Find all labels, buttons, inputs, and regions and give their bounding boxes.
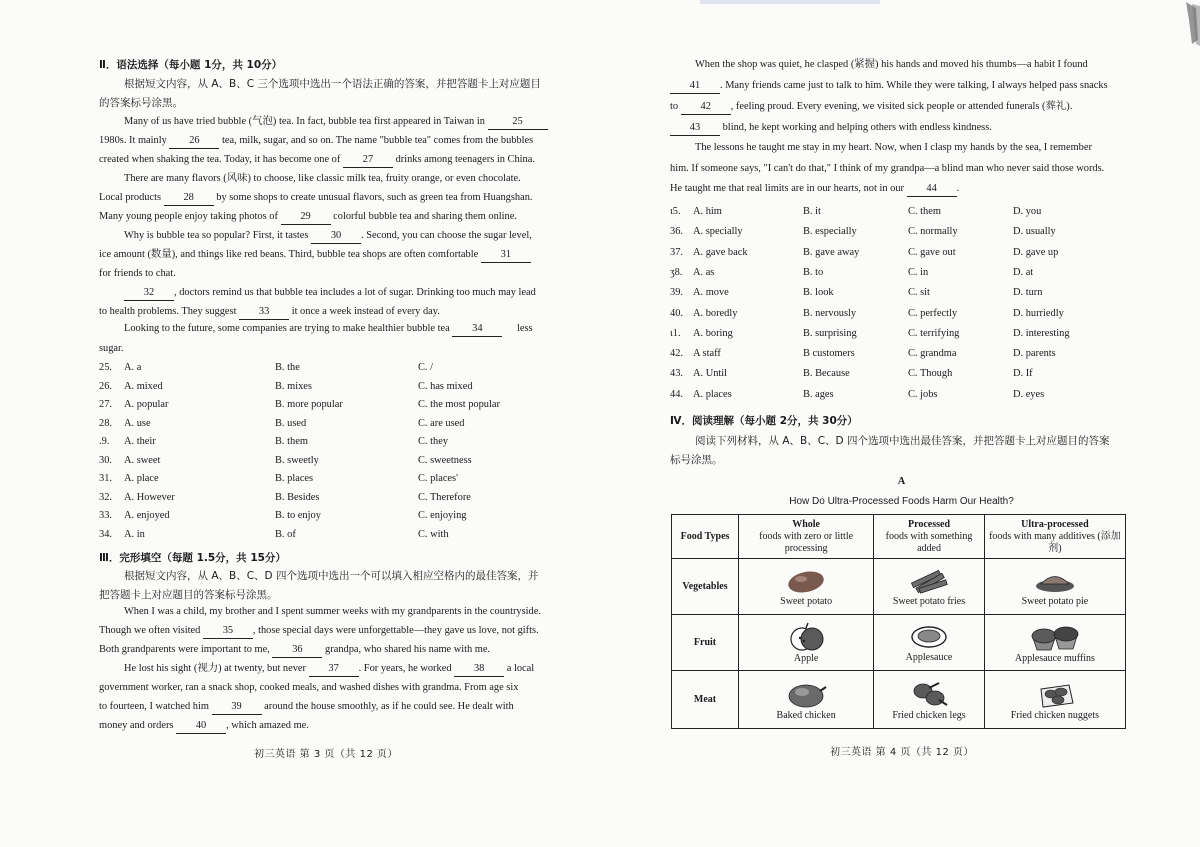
option-row — [99, 471, 562, 486]
option-choice: D. usually — [1013, 226, 1056, 238]
passage-line: to 42 , feeling proud. Every evening, we visited sick people or attended funerals (葬礼). — [670, 100, 1133, 115]
blank-35: 35 — [203, 624, 253, 639]
question-number: ʒ8. — [670, 266, 683, 278]
option-row — [670, 285, 1133, 300]
option-choice: B. gave away — [803, 246, 860, 258]
option-choice: B. used — [275, 417, 307, 429]
option-choice: A. him — [693, 206, 722, 217]
option-choice: A. sweet — [124, 454, 161, 466]
blank-41: 41 — [670, 79, 720, 94]
option-choice: C. Therefore — [418, 491, 471, 503]
question-number: 34. — [99, 528, 112, 540]
table-cell: Baked chicken — [739, 671, 874, 729]
option-choice: D. If — [1013, 368, 1033, 380]
table-cell: Apple — [739, 615, 874, 671]
option-choice: C. places' — [418, 473, 458, 484]
question-number: 25. — [99, 362, 112, 373]
option-choice: B. sweetly — [275, 454, 319, 466]
option-row — [99, 453, 562, 468]
option-choice: C. grandma — [908, 348, 957, 360]
option-choice: A. their — [124, 436, 156, 447]
passage-line: When I was a child, my brother and I spent summer weeks with my grandparents in the countryside. — [124, 606, 541, 617]
blank-39: 39 — [212, 700, 262, 715]
sweet-potato-icon — [782, 567, 830, 595]
option-row — [99, 490, 562, 505]
option-choice: A. boring — [693, 327, 733, 339]
passage-line: Many of us have tried bubble (气泡) tea. In fact, bubble tea first appeared in Taiwan in 25 — [99, 115, 562, 130]
option-choice: C. sit — [908, 287, 930, 299]
option-choice: C. normally — [908, 226, 958, 238]
passage-line: Why is bubble tea so popular? First, it tastes 30 . Second, you can choose the sugar level, — [99, 229, 562, 244]
option-choice: C. terrifying — [908, 327, 960, 339]
question-number: 42. — [670, 348, 683, 360]
blank-36: 36 — [272, 643, 322, 658]
option-choice: C. in — [908, 266, 929, 278]
option-row — [670, 224, 1133, 239]
option-row — [99, 379, 562, 394]
option-choice: B customers — [803, 348, 855, 360]
table-cell: Sweet potato fries — [874, 559, 985, 615]
option-row — [99, 397, 562, 412]
option-choice: C. enjoying — [418, 510, 467, 521]
option-choice: B. mixes — [275, 380, 312, 392]
option-row — [670, 346, 1133, 361]
option-choice: A. place — [124, 473, 159, 484]
option-row — [670, 245, 1133, 260]
option-choice: D. interesting — [1013, 327, 1070, 339]
table-corner: Food Types — [672, 515, 739, 559]
option-choice: C. gave out — [908, 246, 956, 258]
section-4-instruction: 阅读下列材料，从 A、B、C、D 四个选项中选出最佳答案，并把答题卡上对应题目的答案 — [695, 435, 1110, 447]
option-choice: D. you — [1013, 206, 1042, 217]
option-choice: C. the most popular — [418, 399, 500, 410]
option-choice: B. look — [803, 287, 834, 299]
blank-32: 32 — [124, 286, 174, 301]
blank-29: 29 — [281, 210, 331, 225]
option-choice: C. / — [418, 362, 434, 373]
question-number: 33. — [99, 510, 112, 521]
option-choice: A. use — [124, 417, 151, 429]
table-cell: Applesauce muffins — [984, 615, 1125, 671]
row-label-vegetables: Vegetables — [672, 559, 739, 615]
option-choice: A. popular — [124, 399, 169, 410]
passage-line: The lessons he taught me stay in my heart. Now, when I clasp my hands by the sea, I remember — [695, 142, 1092, 153]
option-choice: C. them — [908, 206, 941, 217]
option-choice: D. hurriedly — [1013, 307, 1064, 319]
option-choice: B. Besides — [275, 491, 320, 503]
passage-label: A — [897, 476, 906, 487]
passage-line: He lost his sight (视力) at twenty, but never 37 . For years, he worked 38 a local — [99, 662, 562, 677]
option-row — [99, 508, 562, 523]
option-choice: B. to — [803, 266, 824, 278]
option-choice: C. perfectly — [908, 307, 958, 319]
option-row — [670, 306, 1133, 321]
option-row — [670, 204, 1133, 219]
option-choice: A. in — [124, 528, 145, 540]
option-choice: C. they — [418, 436, 449, 447]
passage-line: Local products 28 by some shops to create unusual flavors, such as green tea from Huangshan. — [99, 191, 562, 206]
table-cell: Sweet potato — [739, 559, 874, 615]
table-cell: Applesauce — [874, 615, 985, 671]
option-choice: A. gave back — [693, 246, 748, 258]
blank-25: 25 — [488, 115, 548, 130]
option-row — [99, 527, 562, 542]
section-2-title: Ⅱ．语法选择（每小题 1分，共 10分） — [99, 59, 283, 71]
question-number: .9. — [99, 436, 110, 447]
passage-line: created when shaking the tea. Today, it has become one of 27 drinks among teenagers in China. — [99, 153, 562, 168]
passage-line: 41 . Many friends came just to talk to him. While they were talking, I always helped pass snacks — [670, 79, 1133, 94]
option-choice: A. However — [124, 491, 175, 503]
row-label-fruit: Fruit — [672, 615, 739, 671]
option-choice: B. more popular — [275, 399, 343, 410]
col-header-ultra-processed: Ultra-processed foods with many additives (添加剂) — [984, 515, 1125, 559]
passage-line: Both grandparents were important to me, 36 grandpa, who shared his name with me. — [99, 643, 562, 658]
fries-icon — [905, 567, 953, 595]
blank-42: 42 — [681, 100, 731, 115]
option-choice: D. eyes — [1013, 388, 1045, 400]
passage-line: ice amount (数量), and things like red beans. Third, bubble tea shops are often comfortable 31 — [99, 248, 562, 263]
table-title: How Do Ultra-Processed Foods Harm Our Health? — [789, 496, 1014, 507]
passage-line: government worker, ran a snack shop, cooked meals, and washed dishes with grandma. From age six — [99, 682, 519, 693]
page-footer: 初三英语 第 3 页（共 12 页） — [254, 749, 398, 760]
question-number: 30. — [99, 454, 112, 466]
passage-line: sugar. — [99, 343, 124, 354]
passage-line: him. If someone says, "I can't do that," I think of my grandpa—a blind man who never said those words. — [670, 163, 1105, 174]
option-choice: B. of — [275, 528, 296, 540]
option-choice: A. specially — [693, 226, 743, 238]
scan-edge — [700, 0, 880, 4]
blank-26: 26 — [169, 134, 219, 149]
section-2-instruction-cont: 的答案标号涂黑。 — [99, 97, 183, 109]
blank-28: 28 — [164, 191, 214, 206]
passage-line: 1980s. It mainly 26 tea, milk, sugar, and so on. The name "bubble tea" comes from the bubbles — [99, 134, 562, 149]
option-choice: C. are used — [418, 417, 465, 429]
option-choice: A. move — [693, 287, 729, 299]
option-choice: A. mixed — [124, 380, 163, 392]
passage-line: 32 , doctors remind us that bubble tea includes a lot of sugar. Drinking too much may lead — [99, 286, 562, 301]
option-row — [99, 416, 562, 431]
question-number: 39. — [670, 287, 683, 299]
option-choice: B. it — [803, 206, 821, 217]
table-cell: Sweet potato pie — [984, 559, 1125, 615]
blank-44: 44 — [907, 182, 957, 197]
blank-27: 27 — [343, 153, 393, 168]
option-choice: D. parents — [1013, 348, 1056, 360]
passage-line: 43 blind, he kept working and helping others with endless kindness. — [670, 121, 1133, 136]
col-header-whole: Whole foods with zero or little processing — [739, 515, 874, 559]
blank-33: 33 — [239, 305, 289, 320]
option-choice: A. boredly — [693, 307, 738, 319]
option-row — [670, 366, 1133, 381]
question-number: 27. — [99, 399, 112, 410]
option-choice: A. as — [693, 266, 715, 278]
blank-34: 34 — [452, 322, 502, 337]
option-choice: D. at — [1013, 266, 1034, 278]
option-choice: B. places — [275, 473, 314, 484]
section-3-title: Ⅲ．完形填空（每题 1.5分，共 15分） — [99, 552, 286, 564]
row-label-meat: Meat — [672, 671, 739, 729]
blank-37: 37 — [309, 662, 359, 677]
passage-line: for friends to chat. — [99, 268, 176, 279]
question-number: 26. — [99, 380, 112, 392]
passage-line: When the shop was quiet, he clasped (紧握) his hands and moved his thumbs—a habit I found — [695, 59, 1088, 70]
option-choice: A. enjoyed — [124, 510, 170, 521]
nuggets-icon — [1031, 679, 1079, 709]
passage-line: Many young people enjoy taking photos of 29 colorful bubble tea and sharing them online. — [99, 210, 562, 225]
question-number: 37. — [670, 246, 683, 258]
page-footer: 初三英语 第 4 页（共 12 页） — [830, 747, 974, 758]
option-choice: B. the — [275, 362, 300, 373]
option-choice: A staff — [693, 348, 721, 360]
passage-line: He taught me that real limits are in our hearts, not in our 44 . — [670, 182, 1133, 197]
option-row — [670, 265, 1133, 280]
passage-line: to fourteen, I watched him 39 around the house smoothly, as if he could see. He dealt with — [99, 700, 562, 715]
option-choice: A. a — [124, 362, 142, 373]
option-choice: B. them — [275, 436, 308, 447]
passage-line: money and orders 40 , which amazed me. — [99, 719, 562, 734]
passage-line: Looking to the future, some companies are trying to make healthier bubble tea 34 less — [99, 322, 562, 337]
question-number: 40. — [670, 307, 683, 319]
passage-line: There are many flavors (风味) to choose, like classic milk tea, fruity orange, or even chocolate. — [124, 173, 521, 184]
option-row — [99, 360, 562, 375]
question-number: ι1. — [670, 327, 681, 339]
passage-line: Though we often visited 35 , those special days were unforgettable—they gave us love, not gifts. — [99, 624, 562, 639]
section-2-instruction: 根据短文内容，从 A、B、C 三个选项中选出一个语法正确的答案，并把答题卡上对应题目 — [124, 78, 541, 90]
option-choice: A. Until — [693, 368, 728, 380]
option-choice: B. ages — [803, 388, 834, 400]
option-choice: A. places — [693, 388, 732, 400]
col-header-processed: Processed foods with something added — [874, 515, 985, 559]
option-choice: C. with — [418, 528, 449, 540]
option-choice: C. jobs — [908, 388, 938, 400]
option-row — [670, 387, 1133, 402]
question-number: 32. — [99, 491, 112, 503]
chicken-icon — [782, 679, 830, 709]
option-choice: B. to enjoy — [275, 510, 321, 521]
option-choice: B. nervously — [803, 307, 857, 319]
bowl-icon — [905, 623, 953, 651]
option-choice: D. gave up — [1013, 246, 1059, 258]
option-choice: C. sweetness — [418, 454, 472, 466]
option-row — [670, 326, 1133, 341]
option-row — [99, 434, 562, 449]
blank-38: 38 — [454, 662, 504, 677]
blank-43: 43 — [670, 121, 720, 136]
chicken-legs-icon — [905, 679, 953, 709]
question-number: 36. — [670, 226, 683, 238]
passage-line: to health problems. They suggest 33 it once a week instead of every day. — [99, 305, 562, 320]
table-cell: Fried chicken legs — [874, 671, 985, 729]
option-choice: D. turn — [1013, 287, 1043, 299]
option-choice: B. especially — [803, 226, 857, 238]
blank-30: 30 — [311, 229, 361, 244]
binding-edge-mark — [1156, 0, 1200, 48]
section-3-instruction: 根据短文内容，从 A、B、C、D 四个选项中选出一个可以填入相应空格内的最佳答案，并 — [124, 570, 539, 582]
question-number: 28. — [99, 417, 112, 429]
muffins-icon — [1027, 622, 1083, 652]
table-cell: Fried chicken nuggets — [984, 671, 1125, 729]
blank-31: 31 — [481, 248, 531, 263]
food-types-table — [671, 514, 1126, 729]
option-choice: B. surprising — [803, 327, 857, 339]
question-number: ι5. — [670, 206, 681, 217]
option-choice: C. has mixed — [418, 380, 473, 392]
question-number: 31. — [99, 473, 112, 484]
question-number: 43. — [670, 368, 683, 380]
section-4-title: Ⅳ．阅读理解（每小题 2分，共 30分） — [670, 415, 858, 427]
pie-icon — [1031, 567, 1079, 595]
question-number: 44. — [670, 388, 683, 400]
section-4-instruction-cont: 标号涂黑。 — [670, 454, 723, 466]
option-choice: B. Because — [803, 368, 850, 380]
apple-icon — [782, 622, 830, 652]
option-choice: C. Though — [908, 368, 953, 380]
blank-40: 40 — [176, 719, 226, 734]
section-3-instruction-cont: 把答题卡上对应题目的答案标号涂黑。 — [99, 589, 278, 601]
